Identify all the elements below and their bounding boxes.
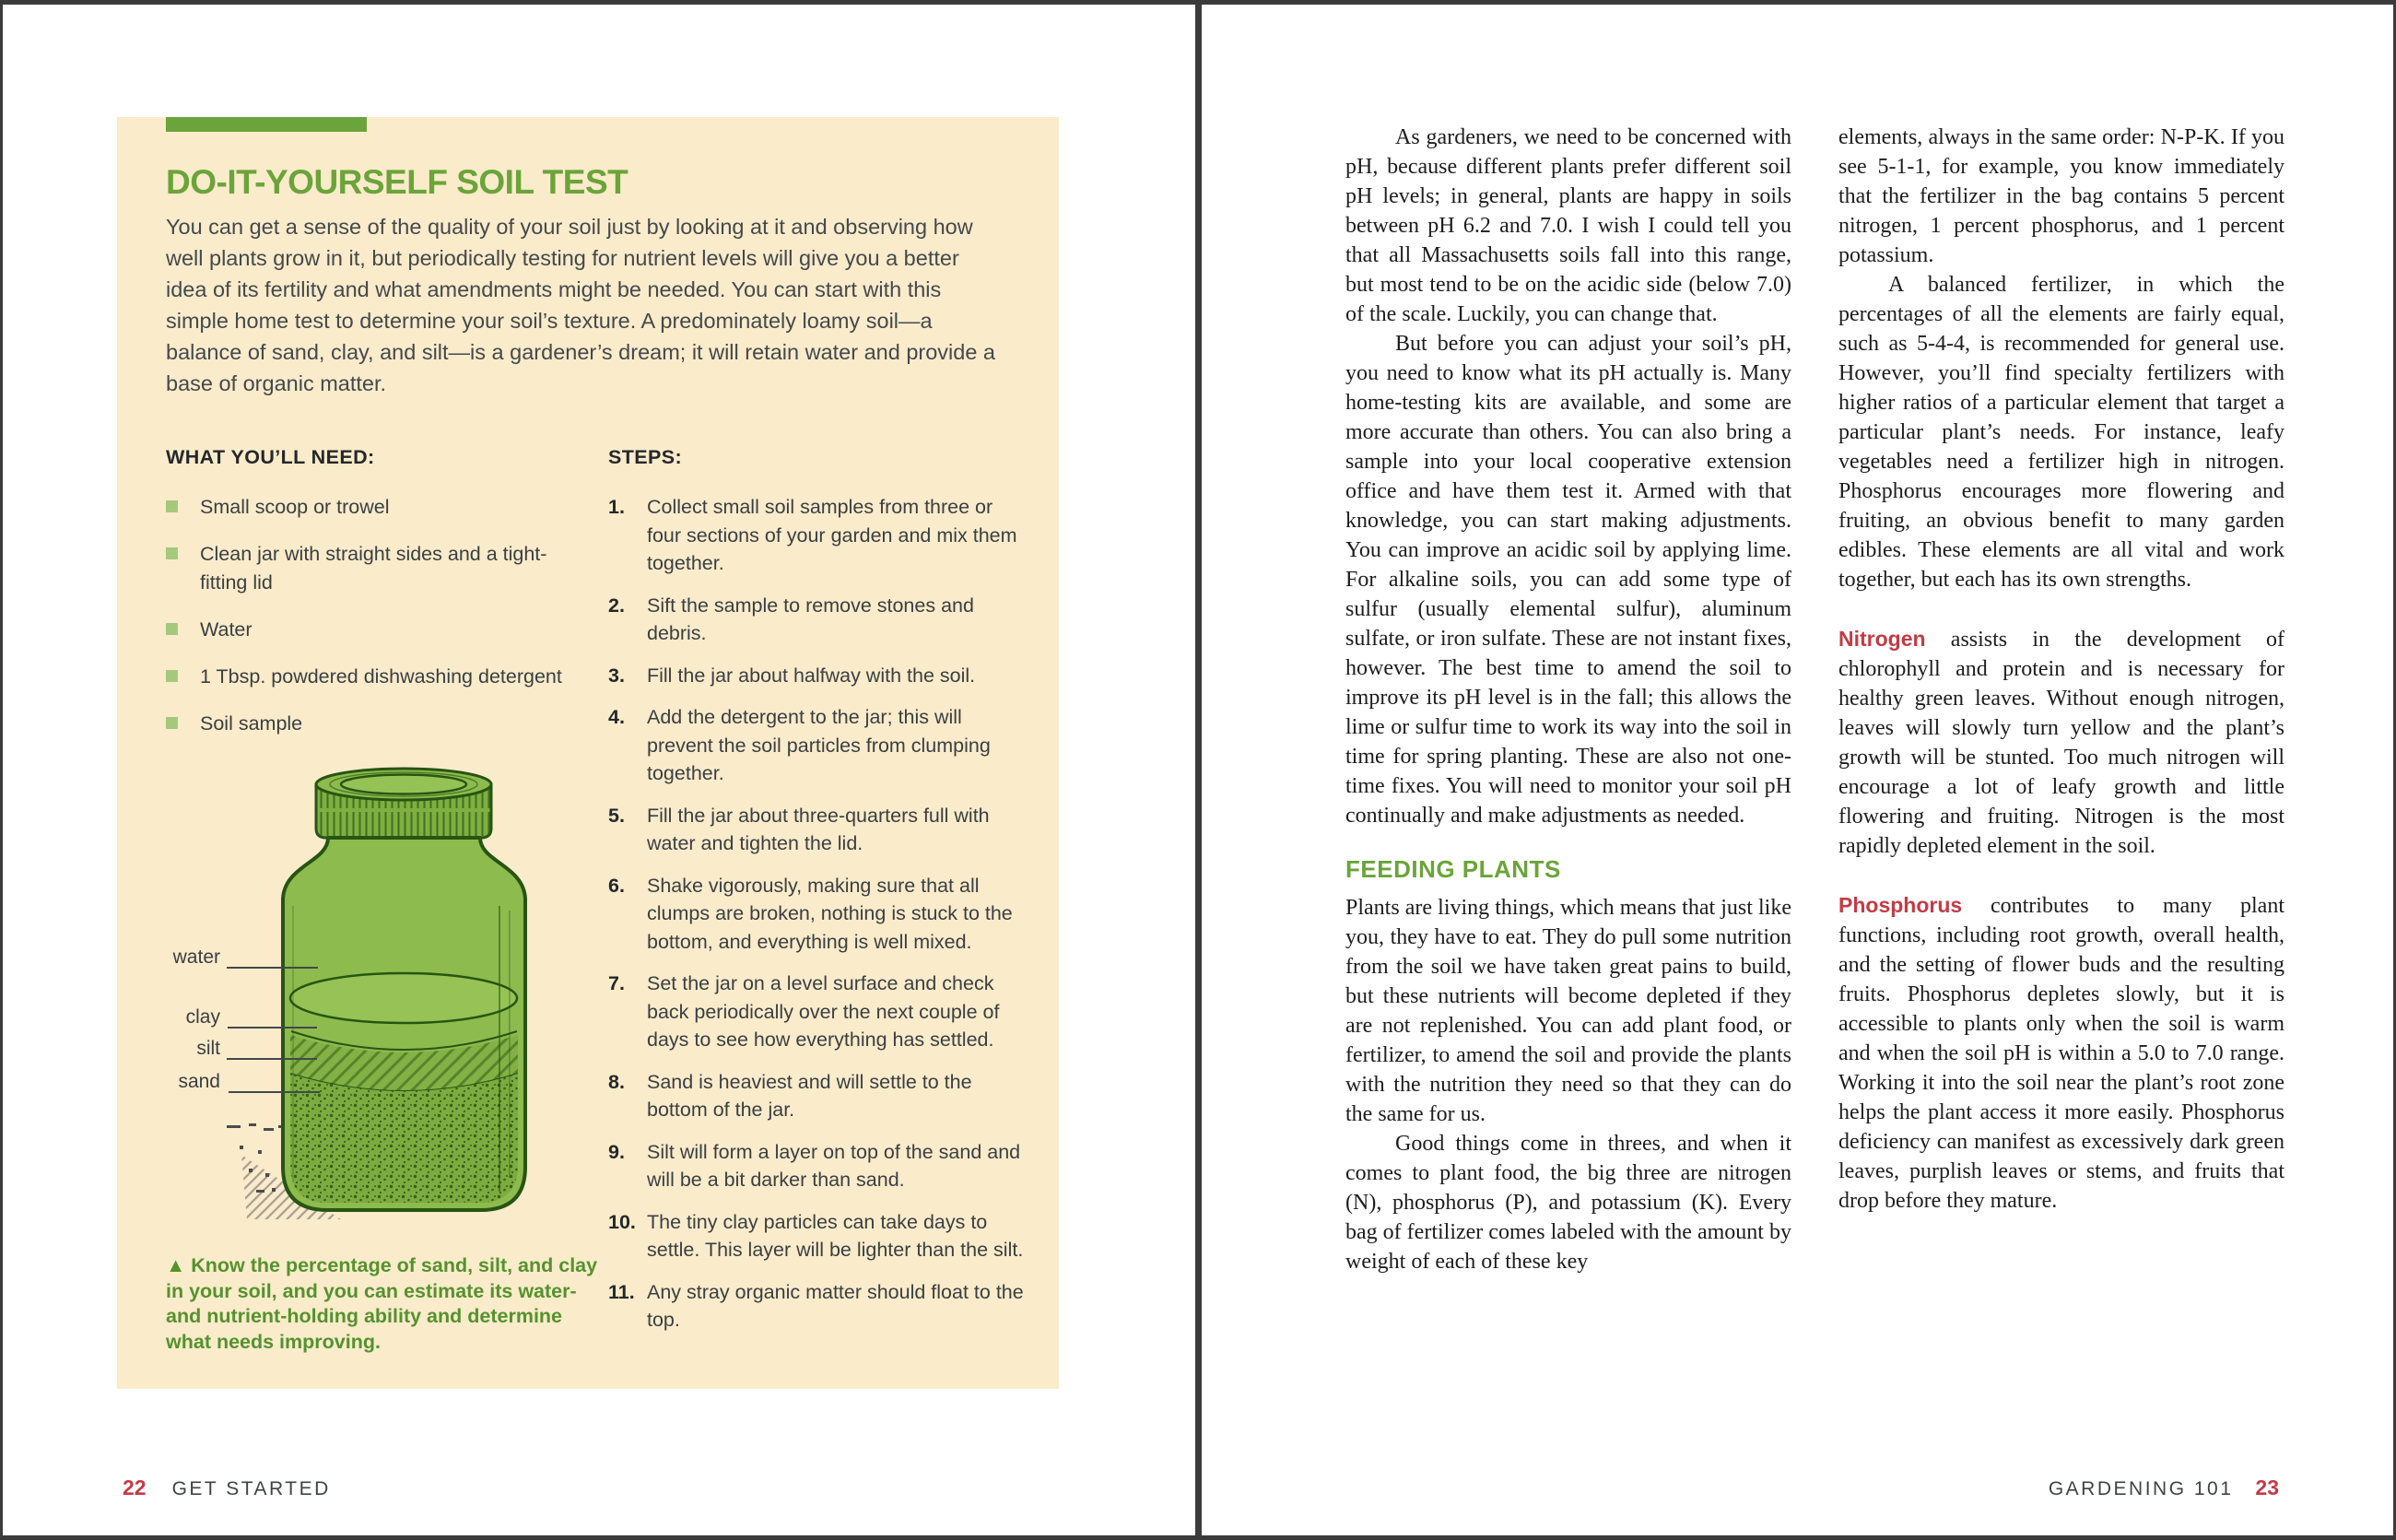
step-number: 4. (608, 706, 625, 728)
need-item-label: 1 Tbsp. powdered dishwashing detergent (200, 665, 562, 688)
paragraph: But before you can adjust your soil’s pH, you need to know what its pH actually is. Many home-testing kits are available, and some are more accurate than others. You can also bring a sample into your local cooperative extension office and have them test it. Armed with that knowledge, you can start making adjustments. You can improve an acidic soil by applying lime. For alkaline soils, you can add some type of sulfur (usually elemental sulfur), aluminum sulfate, or iron sulfate. These are not instant fixes, however. The best time to amend the soil to improve its pH level is in the fall; this allows the lime or sulfur time to work its way into the soil in time for spring planting. These are also not one-time fixes. You will need to monitor your soil pH continually and make adjustments as needed. (1345, 332, 1791, 828)
paragraph: A balanced fertilizer, in which the percentages of all the elements are fairly equal, such as 5-4-4, is recommended for general use. However, you’ll find specialty fertilizers with higher ratios of a particular element that target a particular plant’s needs. For instance, leafy vegetables need a fertilizer high in nitrogen. Phosphorus encourages more flowering and fruiting, an obvious benefit to many garden edibles. These elements are all vital and work together, but each has its own strengths. (1838, 273, 2284, 592)
step-item (608, 1208, 1025, 1264)
step-item (608, 1068, 1025, 1124)
step-text: Collect small soil samples from three or four sections of your garden and mix them together. (647, 496, 1017, 574)
jar-caption: ▲ Know the percentage of sand, silt, and clay in your soil, and you can estimate its water- and nutrient-holding ability and determine what needs improving. (166, 1254, 598, 1353)
step-item (608, 662, 1025, 690)
feeding-plants-heading: FEEDING PLANTS (1345, 855, 1561, 883)
step-text: Silt will form a layer on top of the sand and will be a bit darker than sand. (647, 1140, 1021, 1191)
left-footer-section: GET STARTED (171, 1478, 331, 1499)
step-item (608, 872, 1025, 957)
need-list-item (166, 540, 590, 597)
step-number: 11. (608, 1280, 635, 1303)
page-gutter (1195, 5, 1202, 1535)
right-page-column-1 (1345, 123, 1791, 1276)
right-footer-section: GARDENING 101 (2048, 1478, 2234, 1499)
step-item (608, 970, 1025, 1054)
paragraph: As gardeners, we need to be concerned with pH, because different plants prefer different soil pH levels; in general, plants are happy in soils between pH 6.2 and 7.0. I wish I could tell you that all Massachusetts soils fall into this range, but most tend to be on the acidic side (below 7.0) of the scale. Luckily, you can change that. (1345, 125, 1791, 326)
step-number: 3. (608, 664, 625, 687)
jar-label-clay: clay (185, 1006, 220, 1028)
step-number: 10. (608, 1210, 636, 1233)
paragraph: Good things come in threes, and when it comes to plant food, the big three are nitrogen (N), phosphorus (P), and potassium (K). Every bag of fertilizer comes labeled with the amount by weight of each of these key (1345, 1132, 1791, 1274)
step-number: 2. (608, 594, 625, 617)
phosphorus-lead-word: Phosphorus (1838, 893, 1963, 917)
step-text: Set the jar on a level surface and check back periodically over the next couple of days to see how everything has settled. (647, 972, 1000, 1051)
step-number: 6. (608, 874, 625, 897)
step-text: Fill the jar about halfway with the soil. (647, 664, 976, 687)
soil-jar-illustration (221, 758, 539, 1224)
step-text: Shake vigorously, making sure that all clumps are broken, nothing is stuck to the bottom, and everything is well mixed. (647, 874, 1013, 953)
step-text: Fill the jar about three-quarters full with water and tighten the lid. (647, 804, 990, 854)
jar-label-water: water (172, 946, 220, 968)
step-item (608, 592, 1025, 648)
left-page-number: 22 (123, 1475, 147, 1499)
steps-heading: STEPS: (608, 446, 683, 468)
step-number: 1. (608, 496, 625, 518)
need-item-label: Clean jar with straight sides and a tight-fitting lid (200, 543, 547, 594)
steps-list (608, 493, 1025, 1334)
phosphorus-text: contributes to many plant functions, including root growth, overall health, and the setting of flower buds and the resulting fruits. Phosphorus depletes slowly, but it is accessible to plants only when the soil is warm and when the soil pH is within a 5.0 to 7.0 range. Working it into the soil near the plant’s root zone helps the plant access it more easily. Phosphorus deficiency can manifest as excessively dark green leaves, purplish leaves or stems, and fruits that drop before they mature. (1838, 894, 2284, 1213)
right-page-number: 23 (2255, 1475, 2279, 1499)
bullet-square-icon (166, 500, 178, 512)
phosphorus-paragraph (1838, 890, 2284, 1216)
panel-title: DO-IT-YOURSELF SOIL TEST (166, 163, 628, 201)
panel-intro: You can get a sense of the quality of your soil just by looking at it and observing how well plants grow in it, but periodically testing for nutrient levels will give you a better idea of its fertility and what amendments might be needed. You can start with this simple home test to determine your soil’s texture. A predominately loamy soil—a balance of sand, clay, and silt—is a gardener’s dream; it will retain water and provide a base of organic matter. (166, 215, 995, 395)
step-number: 8. (608, 1070, 625, 1093)
step-text: Sand is heaviest and will settle to the bottom of the jar. (647, 1070, 972, 1121)
bullet-square-icon (166, 623, 178, 635)
step-item (608, 802, 1025, 858)
need-item-label: Small scoop or trowel (200, 496, 390, 518)
nitrogen-paragraph (1838, 624, 2284, 861)
need-list-item (166, 493, 590, 522)
need-list (166, 493, 590, 738)
paragraph: elements, always in the same order: N-P-K. If you see 5-1-1, for example, you know immediately that the fertilizer in the bag contains 5 percent nitrogen, 1 percent phosphorus, and 1 percent potassium. (1838, 125, 2284, 267)
bullet-square-icon (166, 547, 178, 559)
step-number: 9. (608, 1140, 625, 1163)
paragraph: Plants are living things, which means that just like you, they have to eat. They do pull some nutrition from the soil we have taken great pains to build, but these nutrients will become depleted if they are not replenished. You can add plant food, or fertilizer, to amend the soil and provide the plants with the nutrition they need so that they can do the same for us. (1345, 896, 1791, 1126)
need-item-label: Water (200, 618, 253, 641)
jar-label-silt: silt (196, 1038, 220, 1059)
step-text: The tiny clay particles can take days to settle. This layer will be lighter than the silt. (647, 1210, 1024, 1261)
step-number: 5. (608, 804, 625, 827)
step-item (608, 493, 1025, 578)
label-line-sand (229, 1091, 320, 1093)
bullet-square-icon (166, 717, 178, 729)
water-layer (290, 973, 517, 1023)
step-text: Sift the sample to remove stones and debris. (647, 594, 974, 644)
accent-bar (166, 117, 367, 132)
label-line-clay (228, 1027, 317, 1029)
left-page-footer (123, 1475, 331, 1500)
need-item-label: Soil sample (200, 712, 303, 735)
label-line-silt (227, 1058, 317, 1060)
step-item (608, 1138, 1025, 1194)
what-youll-need-column (166, 446, 590, 757)
right-page-footer (1938, 1475, 2279, 1500)
right-page-column-2 (1838, 123, 2284, 1216)
step-text: Add the detergent to the jar; this will prevent the soil particles from clumping together. (647, 706, 991, 784)
step-item (608, 703, 1025, 788)
nitrogen-text: assists in the development of chlorophyll and protein and is necessary for healthy green leaves. Without enough nitrogen, leaves will slowly turn yellow and the plant’s growth will be stunted. Too much nitrogen will encourage a lot of leafy growth and little flowering and fruiting. Nitrogen is the most rapidly depleted element in the soil. (1838, 628, 2284, 858)
need-list-item (166, 616, 590, 644)
need-list-item (166, 663, 590, 691)
step-text: Any stray organic matter should float to the top. (647, 1280, 1024, 1331)
soil-test-panel (117, 117, 1059, 1389)
label-line-water (227, 967, 318, 969)
step-item (608, 1278, 1025, 1334)
need-list-item (166, 710, 590, 738)
step-number: 7. (608, 972, 625, 994)
jar-label-sand: sand (178, 1071, 220, 1092)
bullet-square-icon (166, 670, 178, 682)
nitrogen-lead-word: Nitrogen (1838, 627, 1926, 651)
steps-column (608, 446, 1025, 1348)
need-heading: WHAT YOU’LL NEED: (166, 446, 375, 468)
